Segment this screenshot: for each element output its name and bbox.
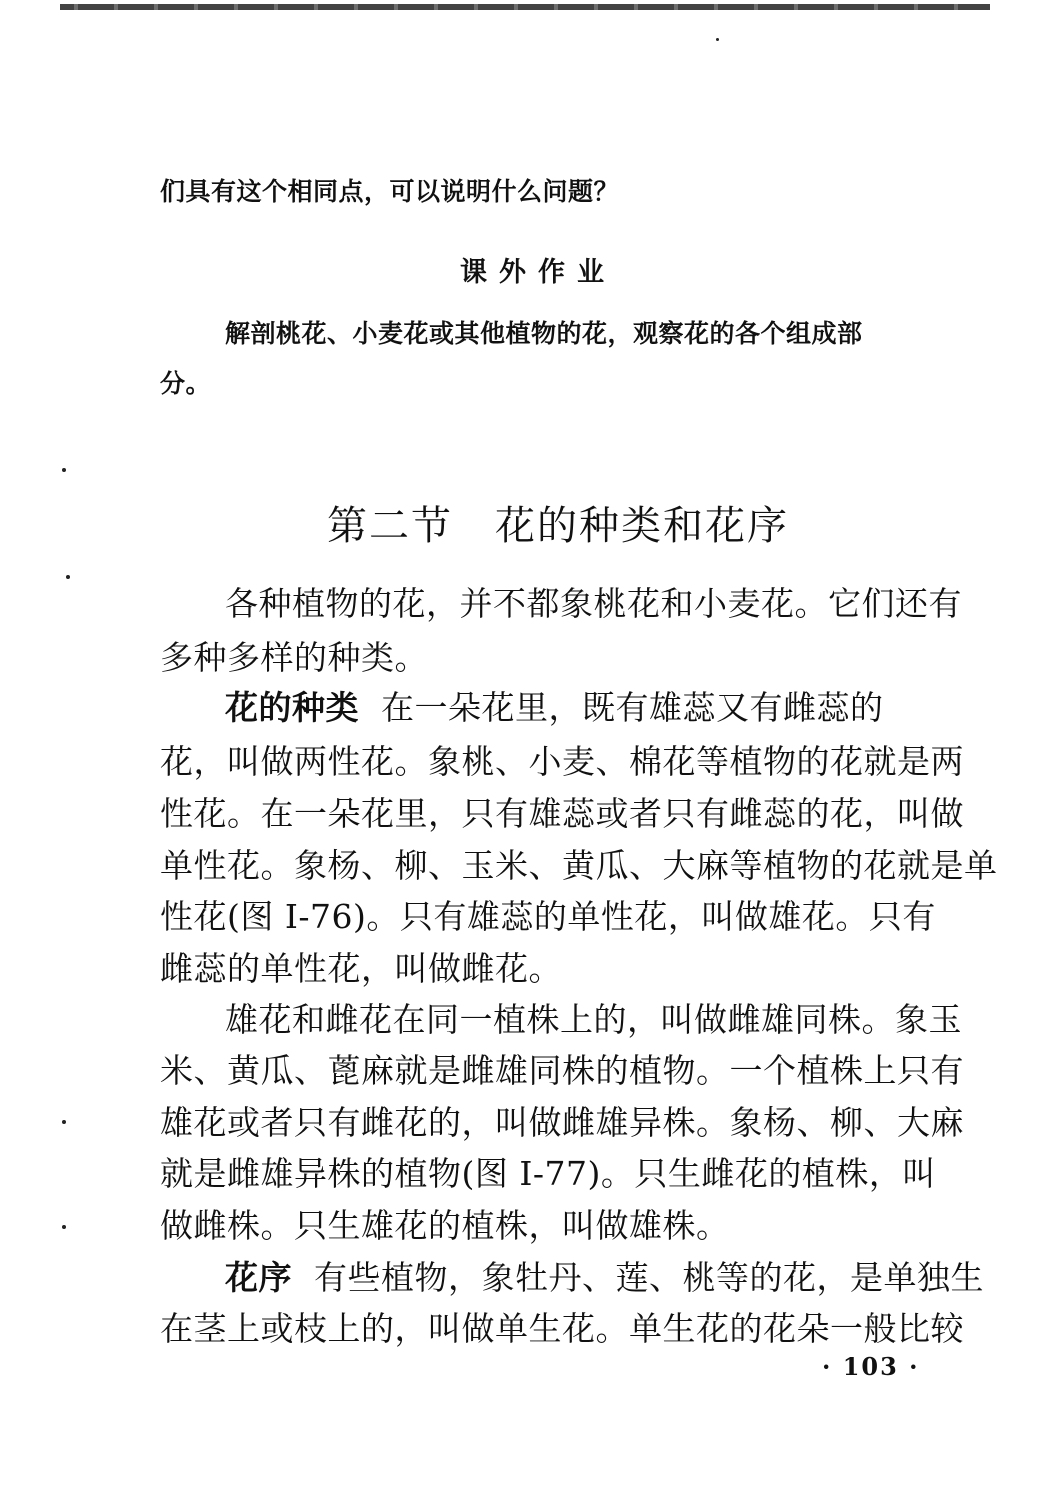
paragraph-line: 各种植物的花，并不都象桃花和小麦花。它们还有	[225, 584, 962, 623]
scan-speck	[716, 38, 719, 41]
paragraph-line: 雄花或者只有雌花的，叫做雌雄异株。象杨、柳、大麻	[160, 1103, 964, 1142]
paragraph-line	[225, 682, 883, 729]
paragraph-line: 雌蕊的单性花，叫做雌花。	[160, 949, 562, 988]
paragraph-line: 性花。在一朵花里，只有雄蕊或者只有雌蕊的花，叫做	[160, 794, 964, 833]
page-number: · 103 ·	[822, 1352, 920, 1381]
paragraph-line: 多种多样的种类。	[160, 638, 428, 677]
term-flower-kinds: 花的种类	[225, 688, 359, 727]
homework-line: 解剖桃花、小麦花或其他植物的花，观察花的各个组成部	[225, 319, 863, 348]
paragraph-line: 米、黄瓜、蓖麻就是雌雄同株的植物。一个植株上只有	[160, 1051, 964, 1090]
paragraph-line: 雄花和雌花在同一植株上的，叫做雌雄同株。象玉	[225, 1000, 962, 1039]
homework-heading: 课外作业	[460, 257, 616, 288]
section-title: 第二节 花的种类和花序	[327, 503, 789, 549]
paragraph-line: 就是雌雄异株的植物(图 I-77)。只生雌花的植株，叫	[160, 1154, 936, 1193]
top-border-rule	[60, 4, 990, 10]
paragraph-line	[225, 1252, 984, 1299]
scan-speck	[62, 1120, 66, 1124]
homework-line: 分。	[160, 369, 212, 398]
scan-speck	[62, 1225, 66, 1229]
scan-speck	[62, 468, 66, 472]
continuation-line: 们具有这个相同点，可以说明什么问题？	[160, 177, 620, 206]
paragraph-line: 性花(图 I-76)。只有雄蕊的单性花，叫做雄花。只有	[160, 897, 936, 936]
paragraph-line: 做雌株。只生雄花的植株，叫做雄株。	[160, 1206, 730, 1245]
term-inflorescence: 花序	[225, 1258, 292, 1297]
paragraph-text: 有些植物，象牡丹、莲、桃等的花，是单独生	[313, 1258, 984, 1297]
paragraph-line: 单性花。象杨、柳、玉米、黄瓜、大麻等植物的花就是单	[160, 846, 998, 885]
paragraph-text: 在一朵花里，既有雄蕊又有雌蕊的	[380, 688, 884, 727]
paragraph-line: 花，叫做两性花。象桃、小麦、棉花等植物的花就是两	[160, 742, 964, 781]
scan-speck	[66, 575, 70, 579]
paragraph-line: 在茎上或枝上的，叫做单生花。单生花的花朵一般比较	[160, 1309, 964, 1348]
